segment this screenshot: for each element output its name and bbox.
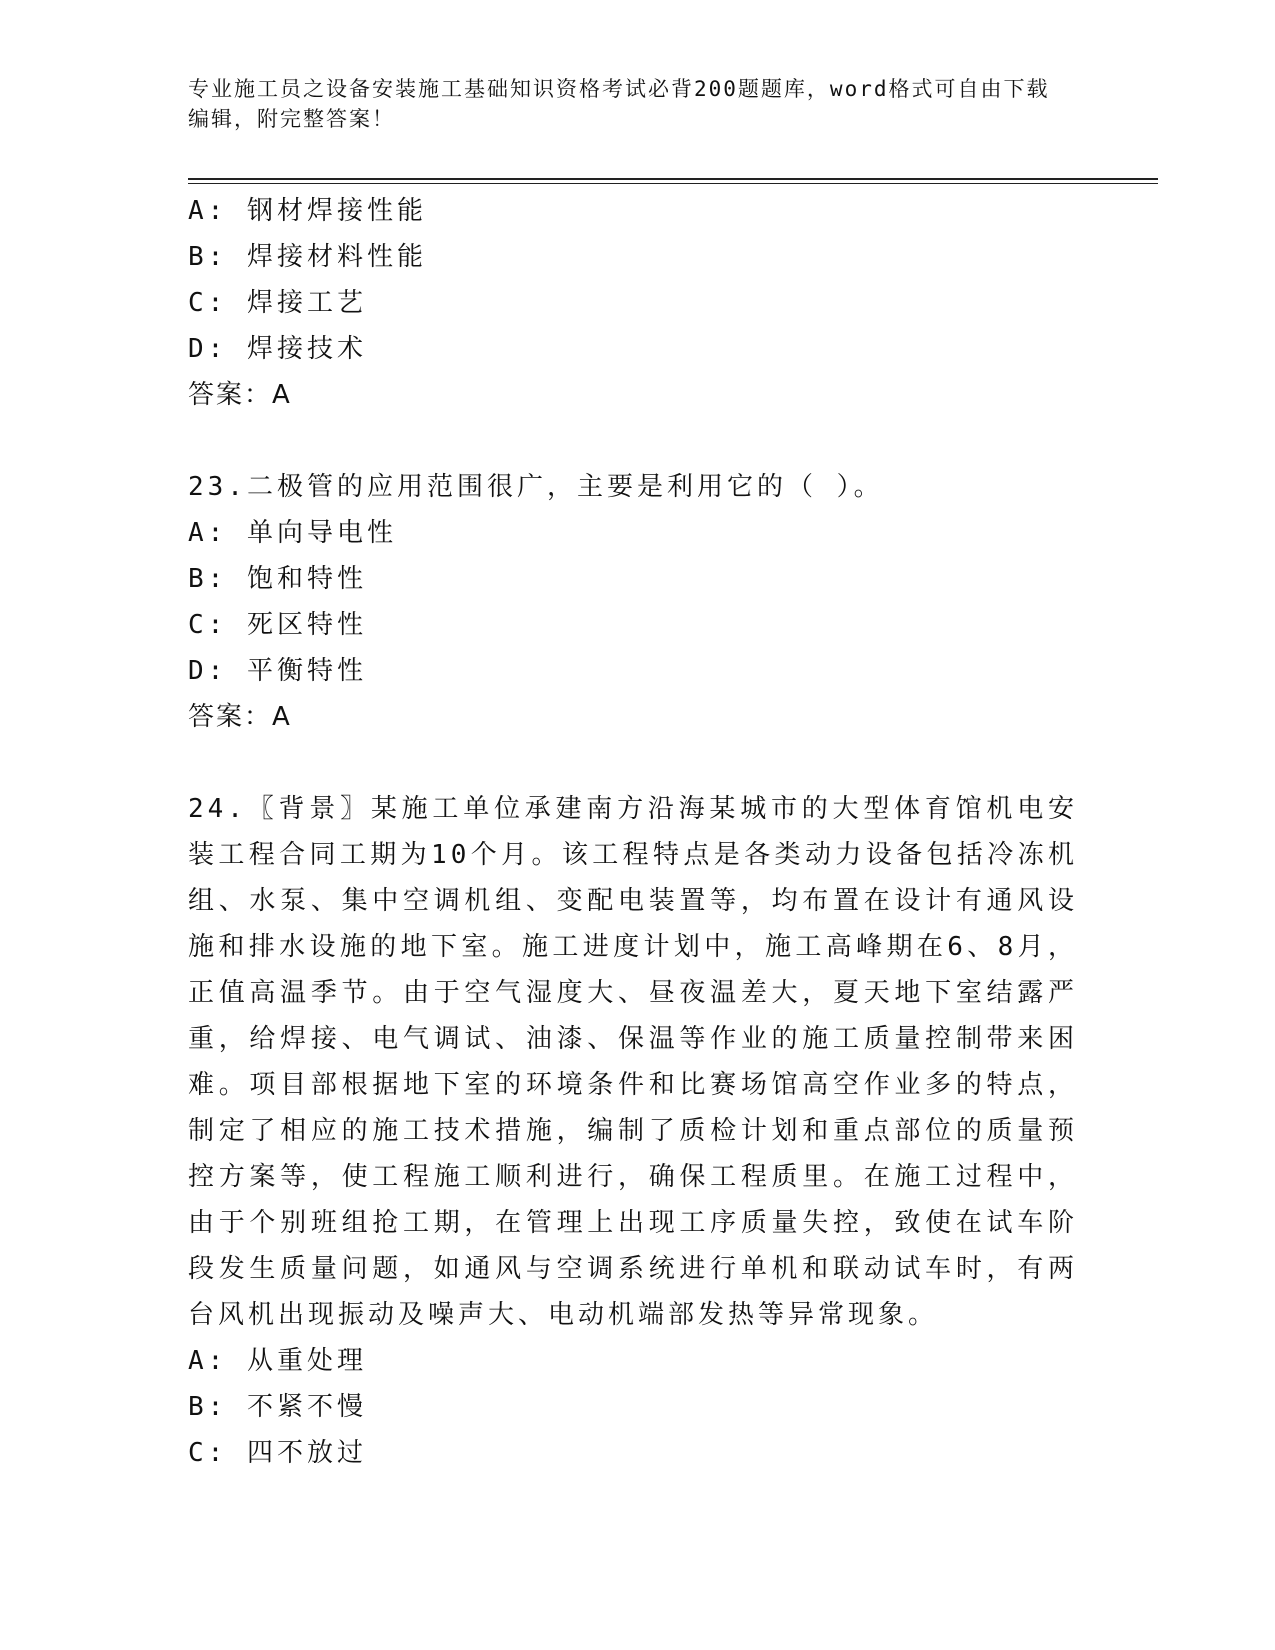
option-c: C: 四不放过 [188, 1438, 367, 1468]
option-a: A: 钢材焊接性能 [188, 196, 427, 226]
question-text: 24.〖背景〗某施工单位承建南方沿海某城市的大型体育馆机电安装工程合同工期为10个月。该工程特点是各类动力设备包括冷冻机组、水泵、集中空调机组、变配电装置等，均布置在设计有通风设施和排水设施的地下室。施工进度计划中，施工高峰期在6、8月，正值高温季节。由于空气湿度大、昼夜温差大，夏天地下室结露严重，给焊接、电气调试、油漆、保温等作业的施工质量控制带来困难。项目部根据地下室的环境条件和比赛场馆高空作业多的特点，制定了相应的施工技术措施，编制了质检计划和重点部位的质量预控方案等，使工程施工顺利进行，确保工程质里。在施工过程中，由于个别班组抢工期，在管理上出现工序质量失控，致使在试车阶段发生质量问题，如通风与空调系统进行单机和联动试车时，有两台风机出现振动及噪声大、电动机端部发热等异常现象。 [188, 794, 1078, 1330]
question-24-block [188, 786, 1078, 1476]
option-b: B: 焊接材料性能 [188, 242, 427, 272]
spacer [188, 740, 1078, 786]
option-d: D: 平衡特性 [188, 656, 367, 686]
question-22-block [188, 188, 1078, 418]
answer-line: 答案：A [188, 702, 292, 732]
option-d: D: 焊接技术 [188, 334, 367, 364]
spacer [188, 418, 1078, 464]
header-rule-thin [188, 183, 1158, 184]
option-c: C: 焊接工艺 [188, 288, 367, 318]
document-header: 专业施工员之设备安装施工基础知识资格考试必背200题题库，word格式可自由下载编辑，附完整答案！ [188, 77, 1050, 131]
option-c: C: 死区特性 [188, 610, 367, 640]
option-b: B: 饱和特性 [188, 564, 367, 594]
option-b: B: 不紧不慢 [188, 1392, 367, 1422]
option-a: A: 从重处理 [188, 1346, 367, 1376]
question-text: 23.二极管的应用范围很广，主要是利用它的（ ）。 [188, 472, 884, 502]
option-a: A: 单向导电性 [188, 518, 397, 548]
document-body [188, 188, 1078, 1476]
header-rule-thick [188, 178, 1158, 180]
question-23-block [188, 464, 1078, 740]
answer-line: 答案：A [188, 380, 292, 410]
